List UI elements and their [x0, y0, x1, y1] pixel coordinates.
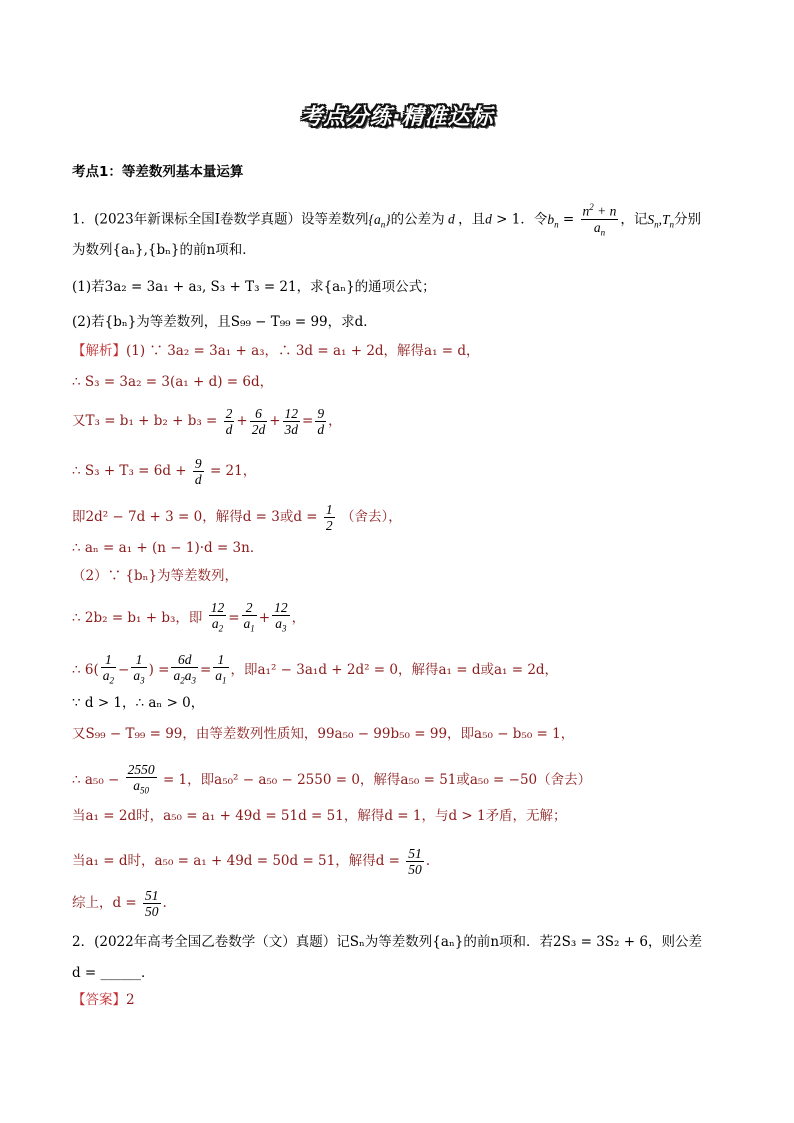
sol-text: = 1，即a₅₀² − a₅₀ − 2550 = 0，解得a₅₀ = 51或a₅₀ = −50（舍去） — [162, 771, 592, 788]
sol-text: ∴ 6( — [72, 661, 99, 678]
q1-bn-fraction: $\frac{n^2 + n}{a_n}$ — [582, 202, 617, 238]
answer-label: 【答案】 — [72, 992, 126, 1008]
q1-intro-d: ．令 — [520, 211, 548, 228]
q2-line1: 2．(2022年高考全国乙卷数学（文）真题）记Sₙ为等差数列{aₙ}的前n项和．若2S₃ = 3S₂ + 6，则公差 — [72, 934, 702, 950]
page-banner-title: 考点分练·精准达标 — [300, 105, 494, 130]
q1-part1: (1)若3a₂ = 3a₁ + a₃, S₃ + T₃ = 21，求{aₙ}的通项公式； — [72, 279, 436, 295]
q1-intro-a: 1．(2023年新课标全国Ⅰ卷数学真题）设等差数列 — [72, 211, 369, 228]
sol-line2: ∴ S₃ = 3a₂ = 3(a₁ + d) = 6d， — [72, 374, 274, 390]
sol-line7: （2）∵ {bₙ}为等差数列， — [72, 568, 239, 584]
answer-value: 2 — [126, 992, 135, 1008]
q1-line1: 1．(2023年新课标全国Ⅰ卷数学真题）设等差数列$\{a_n\}$的公差为 d ，且d > 1．令$b_n$ = $\frac{n^2 + n}{a_n}$ ，记$S_n,T_n$分别 — [72, 200, 701, 240]
q1-intro-b: 的公差为 — [390, 211, 445, 228]
q1-intro-c: ，且 — [458, 211, 486, 228]
solution-label: 【解析】 — [72, 343, 126, 359]
sol-line6: ∴ aₙ = a₁ + (n − 1)·d = 3n． — [72, 540, 264, 556]
sol-text: （舍去）， — [340, 509, 402, 525]
sol-text: = 21， — [209, 463, 257, 479]
sol-text: ∴ a₅₀ − — [72, 771, 120, 788]
sol-text: 又T₃ = b₁ + b₂ + b₃ = — [72, 413, 218, 429]
sol-line5: 即2d² − 7d + 3 = 0，解得d = 3或d = $\frac{1}{2}$ （舍去）， — [72, 502, 402, 533]
sol-line1 — [72, 341, 480, 361]
sol-line10: ∵ d > 1，∴ aₙ > 0， — [72, 695, 205, 711]
sol-text: 即2d² − 7d + 3 = 0，解得d = 3或d = — [72, 509, 318, 525]
sol-line15: 综上，d = $\frac{51}{50}$ . — [72, 888, 167, 919]
sol-line14: 当a₁ = d时，a₅₀ = a₁ + 49d = 50d = 51，解得d = $\frac{51}{50}$ . — [72, 846, 431, 877]
sol-line13: 当a₁ = 2d时，a₅₀ = a₁ + 49d = 51d = 51，解得d = 1，与d > 1矛盾，无解； — [72, 808, 567, 824]
sol-line8: ∴ 2b₂ = b₁ + b₃，即 $\frac{12}{a_2}$ = $\frac{2}{a_1}$ + $\frac{12}{a_3}$ ， — [72, 600, 306, 634]
sol-line12: ∴ a₅₀ − $\frac{2550}{a_{50}}$ = 1，即a₅₀² − a₅₀ − 2550 = 0，解得a₅₀ = 51或a₅₀ = −50（舍去） — [72, 762, 592, 796]
q1-line2: 为数列{aₙ},{bₙ}的前n项和． — [72, 242, 256, 258]
sol-text: (1) ∵ 3a₂ = 3a₁ + a₃，∴ 3d = a₁ + 2d，解得a₁ = d， — [126, 343, 480, 359]
sol-line3: 又T₃ = b₁ + b₂ + b₃ = $\frac{2}{d}$ + $\frac{6}{2d}$ + $\frac{12}{3d}$ = $\frac{9}{d}$ ， — [72, 406, 342, 437]
sol-line11: 又S₉₉ − T₉₉ = 99，由等差数列性质知，99a₅₀ − 99b₅₀ = 99，即a₅₀ − b₅₀ = 1， — [72, 726, 575, 742]
q1-intro-e: ，记 — [620, 211, 648, 228]
sol-text: ，即a₁² − 3a₁d + 2d² = 0，解得a₁ = d或a₁ = 2d， — [230, 661, 559, 678]
sol-line4: ∴ S₃ + T₃ = 6d + $\frac{9}{d}$ = 21， — [72, 456, 257, 487]
section-heading: 考点1：等差数列基本量运算 — [72, 164, 244, 180]
sol-line9: ∴ 6( $\frac{1}{a_2}$ − $\frac{1}{a_3}$ ) = $\frac{6d}{a_2a_3}$ = $\frac{1}{a_1}$ ，即a₁² − 3a₁d + 2d² = 0，解得a₁ = d或a₁ = 2d， — [72, 652, 559, 686]
q2-answer — [72, 990, 135, 1010]
sol-text: 综上，d = — [72, 895, 137, 911]
q1-part2: (2)若{bₙ}为等差数列，且S₉₉ − T₉₉ = 99，求d． — [72, 314, 377, 330]
q2-line2: d = ______． — [72, 965, 155, 981]
q1-intro-f: 分别 — [674, 211, 702, 228]
sol-text: ∴ 2b₂ = b₁ + b₃，即 — [72, 609, 203, 626]
sol-text: 当a₁ = d时，a₅₀ = a₁ + 49d = 50d = 51，解得d = — [72, 853, 400, 869]
sol-text: ∴ S₃ + T₃ = 6d + — [72, 463, 187, 479]
